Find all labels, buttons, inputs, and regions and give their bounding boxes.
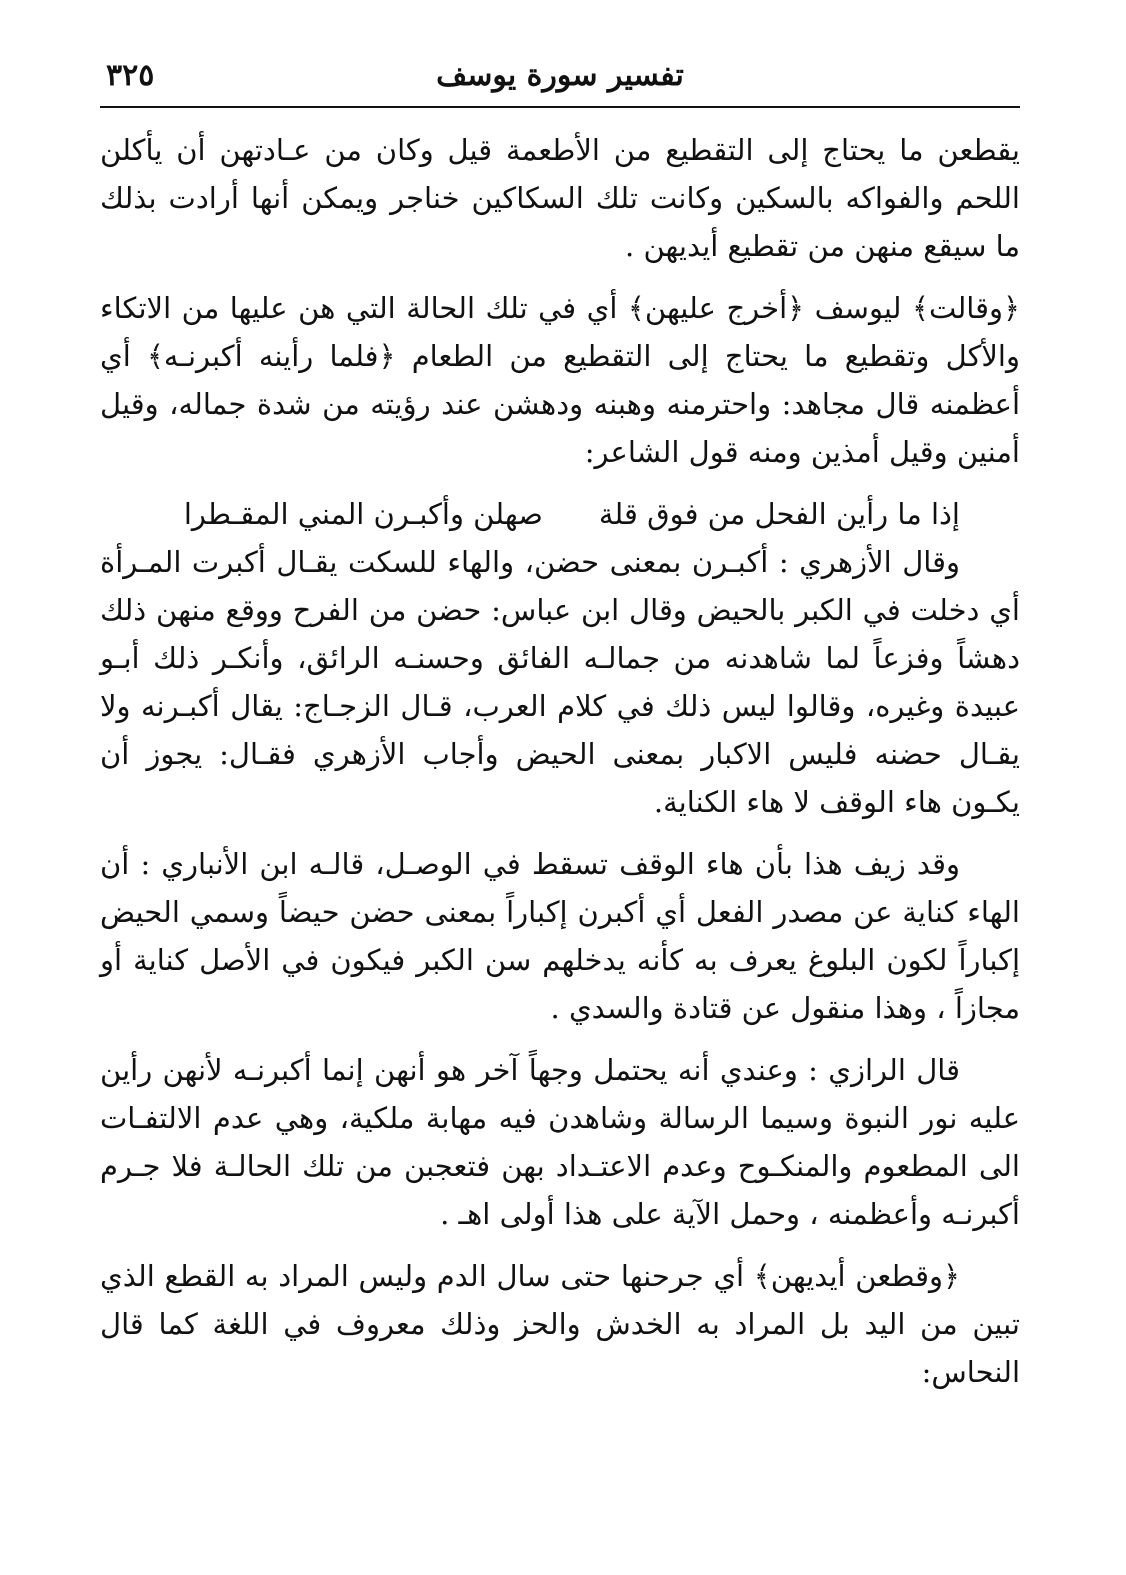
poetry-verse [100,490,960,538]
page-body [100,126,1020,1396]
page-number: ٣٢٥ [106,58,155,93]
paragraph-1: يقطعن ما يحتاج إلى التقطيع من الأطعمة قيل وكان من عـادتهن أن يأكلن اللحم والفواكه بالسكين وكانت تلك السكاكين خناجر ويمكن أنها أرادت بذلك ما سيقع منهن من تقطيع أيديهن . [100,133,1020,263]
paragraph-4: وقد زيف هذا بأن هاء الوقف تسقط في الوصـل، قالـه ابن الأنباري : أن الهاء كناية عن مصدر الفعل أي أكبرن إكباراً بمعنى حضن حيضاً وسمي الحيض إكباراً لكون البلوغ يعرف به كأنه يدخلهم سن الكبر فيكون في الأصل كناية أو مجازاً ، وهذا منقول عن قتادة والسدي . [100,847,1021,1025]
paragraph-2: ﴿وقالت﴾ ليوسف ﴿أخرج عليهن﴾ أي في تلك الحالة التي هن عليها من الاتكاء والأكل وتقطيع ما يحتاج إلى التقطيع من الطعام ﴿فلما رأينه أكبرنـه﴾ أي أعظمنه قال مجاهد: واحترمنه وهبنه ودهشن عند رؤيته من شدة جماله، وقيل أمنين وقيل أمذين ومنه قول الشاعر: [100,291,1020,469]
book-page [100,50,1020,1550]
verse-second-hemistich: صهلن وأكبـرن المني المقـطرا [183,497,543,531]
verse-first-hemistich: إذا ما رأين الفحل من فوق قلة [598,497,960,531]
paragraph-3: وقال الأزهري : أكبـرن بمعنى حضن، والهاء للسكت يقـال أكبرت المـرأة أي دخلت في الكبر بالحيض وقال ابن عباس: حضن من الفرح ووقع منهن ذلك دهشاً وفزعاً لما شاهدنه من جمالـه الفائق وحسنـه الرائق، وأنكـر ذلك أبـو عبيدة وغيره، وقالوا ليس ذلك في كلام العرب، قـال الزجـاج: يقال أكبـرنه ولا يقـال حضنه فليس الاكبار بمعنى الحيض وأجاب الأزهري فقـال: يجوز أن يكـون هاء الوقف لا هاء الكناية. [100,545,1020,819]
page-title: تفسير سورة يوسف [436,58,684,93]
running-header [100,50,1020,108]
paragraph-6: ﴿وقطعن أيديهن﴾ أي جرحنها حتى سال الدم وليس المراد به القطع الذي تبين من اليد بل المراد به الخدش والحز وذلك معروف في اللغة كما قال النحاس: [100,1259,1020,1389]
paragraph-5: قال الرازي : وعندي أنه يحتمل وجهاً آخر هو أنهن إنما أكبرنـه لأنهن رأين عليه نور النبوة وسيما الرسالة وشاهدن فيه مهابة ملكية، وهي عدم الالتفـات الى المطعوم والمنكـوح وعدم الاعتـداد بهن فتعجبن من تلك الحالـة فلا جـرم أكبرنـه وأعظمنه ، وحمل الآية على هذا أولى اهـ . [100,1053,1020,1231]
